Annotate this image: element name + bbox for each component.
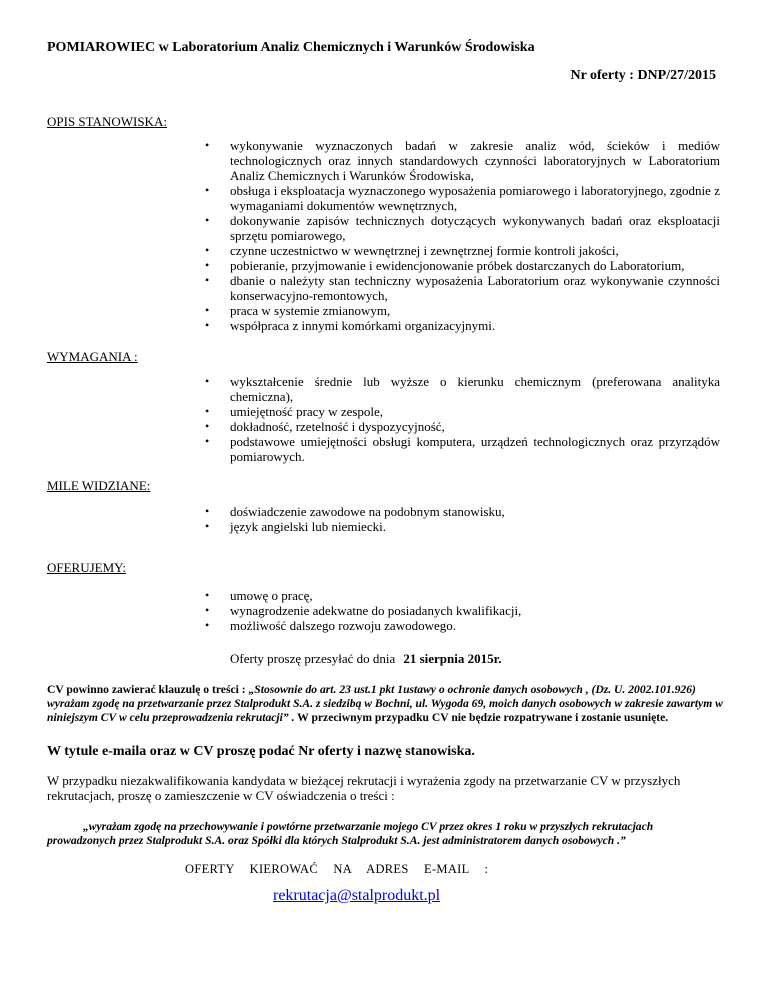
list-item: • współpraca z innymi komórkami organizacyjnymi. (230, 318, 720, 333)
data-protection-clause (47, 683, 727, 725)
list-item: • umowę o pracę, (230, 588, 720, 603)
future-consent-quote: „wyrażam zgodę na przechowywanie i powtórne przetwarzanie mojego CV przez okres 1 roku w przyszłych rekrutacjach prowadzonych przez Stalprodukt S.A. oraz Spółki dla których Stalprodukt S.A. jest administratorem danych osobowych .” (47, 820, 654, 847)
we-offer-list (230, 588, 720, 633)
list-item: • umiejętność pracy w zespole, (230, 404, 720, 419)
list-item: • obsługa i eksploatacja wyznaczonego wyposażenia pomiarowego i laboratoryjnego, zgodnie z wymaganiami dokumentów wewnętrznych, (230, 183, 720, 213)
list-item: • pobieranie, przyjmowanie i ewidencjonowanie próbek dostarczanych do Laboratorium, (230, 258, 720, 273)
list-item: • dokonywanie zapisów technicznych dotyczących wykonywanych badań oraz eksploatacji sprzętu pomiarowego, (230, 213, 720, 243)
description-list (230, 138, 720, 333)
clause-warning: W przeciwnym przypadku CV nie będzie rozpatrywane i zostanie usunięte. (294, 711, 669, 724)
list-item: • język angielski lub niemiecki. (230, 519, 720, 534)
list-item: • wykonywanie wyznaczonych badań w zakresie analiz wód, ścieków i mediów technologicznych oraz innych standardowych czynności laboratoryjnych w Laboratorium Analiz Chemicznych i Warunków Środowiska, (230, 138, 720, 183)
nice-to-have-list (230, 504, 720, 534)
list-item: • czynne uczestnictwo w wewnętrznej i zewnętrznej formie kontroli jakości, (230, 243, 720, 258)
description-heading: OPIS STANOWISKA: (47, 114, 167, 129)
requirements-heading: WYMAGANIA : (47, 349, 138, 364)
deadline (230, 651, 501, 666)
clause-intro: CV powinno zawierać klauzulę o treści : (47, 683, 249, 696)
list-item: • wynagrodzenie adekwatne do posiadanych kwalifikacji, (230, 603, 720, 618)
email-subject-note: W tytule e-maila oraz w CV proszę podać Nr oferty i nazwę stanowiska. (47, 744, 475, 759)
list-item: • możliwość dalszego rozwoju zawodowego. (230, 618, 720, 633)
list-item: • podstawowe umiejętności obsługi komputera, urządzeń technologicznych oraz przyrządów pomiarowych. (230, 434, 720, 464)
nice-to-have-heading: MILE WIDZIANE: (47, 478, 151, 493)
list-item: • dbanie o należyty stan techniczny wyposażenia Laboratorium oraz wykonywanie czynności konserwacyjno-remontowych, (230, 273, 720, 303)
email-link[interactable]: rekrutacja@stalprodukt.pl (273, 887, 441, 904)
offer-number: Nr oferty : DNP/27/2015 (570, 68, 716, 83)
list-item: • dokładność, rzetelność i dyspozycyjność, (230, 419, 720, 434)
deadline-date: 21 sierpnia 2015r. (403, 651, 502, 666)
list-item: • praca w systemie zmianowym, (230, 303, 720, 318)
list-item: • doświadczenie zawodowe na podobnym stanowisku, (230, 504, 720, 519)
future-consent-paragraph: W przypadku niezakwalifikowania kandydata w bieżącej rekrutacji i wyrażenia zgody na przetwarzanie CV w przyszłych rekrutacjach, proszę o zamieszczenie w CV oświadczenia o treści : (47, 773, 681, 803)
clause-quote: „Stosownie do art. 23 ust.1 pkt 1ustawy o ochronie danych osobowych , (Dz. U. 2002.101.926) wyrażam zgodę na przetwarzanie przez Stalprodukt S.A. z siedzibą w Bochni, ul. Wygoda 69, moich danych osobowych w zakresie zawartym w niniejszym CV w celu przeprowadzenia rekrutacji” . (47, 683, 723, 724)
requirements-list (230, 374, 720, 464)
we-offer-heading: OFERUJEMY: (47, 560, 126, 575)
job-title: POMIAROWIEC w Laboratorium Analiz Chemicznych i Warunków Środowiska (47, 40, 535, 55)
deadline-text: Oferty proszę przesyłać do dnia (230, 651, 396, 666)
send-to-label: OFERTY KIEROWAĆ NA ADRES E-MAIL : (185, 862, 489, 876)
list-item: • wykształcenie średnie lub wyższe o kierunku chemicznym (preferowana analityka chemiczna), (230, 374, 720, 404)
